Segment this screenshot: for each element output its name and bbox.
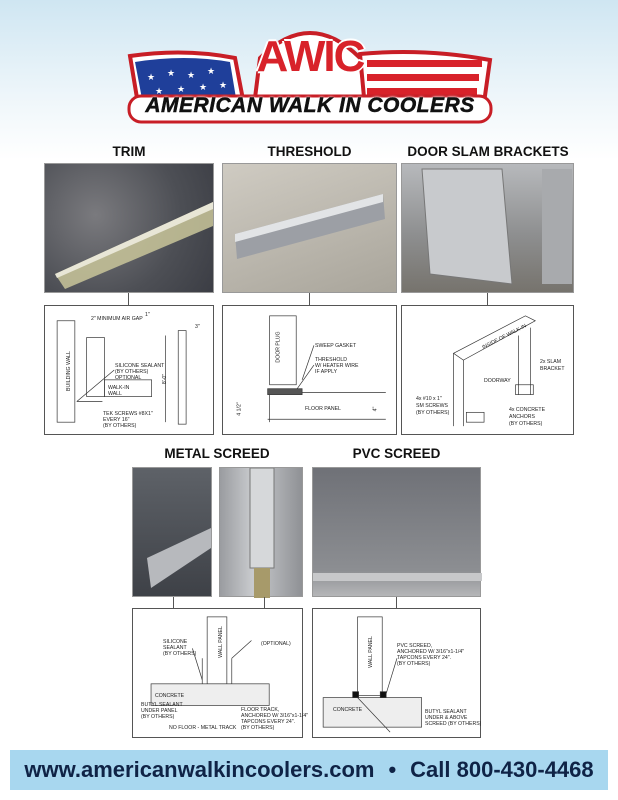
diagram-label: (BY OTHERS) xyxy=(397,661,431,667)
logo-mark: AWIC xyxy=(256,32,364,81)
website-link[interactable]: www.americanwalkincoolers.com xyxy=(24,757,375,782)
diagram-label: ANCHORED W/ 3/16"x1-1/4" xyxy=(397,649,465,655)
diagram-label: BUTYL SEALANT xyxy=(425,709,467,715)
diagram-label: (BY OTHERS) xyxy=(416,410,450,416)
metal-screed-photo-2 xyxy=(219,467,303,597)
diagram-label: FLOOR TRACK, xyxy=(241,707,280,713)
door-slam-diagram xyxy=(401,305,574,435)
separator-dot: • xyxy=(388,757,397,782)
diagram-label: IF APPLY xyxy=(315,369,338,375)
awic-logo xyxy=(125,18,495,126)
diagram-label: SM SCREWS xyxy=(416,403,448,409)
diagram-label: EVERY 16" xyxy=(103,417,130,423)
diagram-label: CONCRETE xyxy=(155,693,185,699)
diagram-label: (BY OTHERS) xyxy=(115,369,149,375)
connector-line xyxy=(396,597,397,608)
connector-line xyxy=(487,293,488,305)
trim-title: TRIM xyxy=(112,144,146,159)
svg-text:★: ★ xyxy=(207,66,216,76)
threshold-diagram xyxy=(222,305,397,435)
diagram-label: NO FLOOR - METAL TRACK xyxy=(169,725,237,731)
diagram-label: BUILDING WALL xyxy=(65,351,72,391)
diagram-label: OPTIONAL xyxy=(115,375,142,381)
diagram-label: TEK SCREWS #8X1" xyxy=(103,411,153,417)
logo-company-name: AMERICAN WALK IN COOLERS xyxy=(145,94,475,117)
connector-line xyxy=(173,597,174,608)
diagram-label: SEALANT xyxy=(163,645,187,651)
metal-screed-photo-1 xyxy=(132,467,212,597)
diagram-label: 4" xyxy=(372,406,379,412)
diagram-label: UNDER & ABOVE xyxy=(425,715,468,721)
svg-text:★: ★ xyxy=(199,82,208,92)
diagram-label: (BY OTHERS) xyxy=(509,421,543,427)
diagram-label: UNDER PANEL xyxy=(141,708,178,714)
diagram-label: TAPCONS EVERY 24". xyxy=(397,655,452,661)
diagram-label: 4 1/2" xyxy=(236,402,243,416)
diagram-label: CONCRETE xyxy=(333,707,363,713)
diagram-label: (BY OTHERS) xyxy=(103,423,137,429)
diagram-label: 1" xyxy=(145,312,150,318)
metal-screed-title: METAL SCREED xyxy=(164,446,270,461)
diagram-label: FLOOR PANEL xyxy=(305,406,341,412)
diagram-label: 8'-0" xyxy=(162,373,169,385)
diagram-label: THRESHOLD xyxy=(315,357,347,363)
trim-diagram xyxy=(44,305,214,435)
svg-text:★: ★ xyxy=(147,72,156,82)
contact-footer xyxy=(10,750,608,790)
svg-text:★: ★ xyxy=(187,70,196,80)
pvc-screed-photo xyxy=(312,467,481,597)
pvc-screed-title: PVC SCREED xyxy=(352,446,441,461)
diagram-label: SWEEP GASKET xyxy=(315,343,357,349)
metal-screed-diagram xyxy=(132,608,309,738)
diagram-label: (OPTIONAL) xyxy=(261,641,291,647)
diagram-label: SILICONE SEALANT xyxy=(115,363,165,369)
diagram-label: 4x CONCRETE xyxy=(509,407,546,413)
diagram-label: WALL PANEL xyxy=(217,626,224,658)
svg-text:★: ★ xyxy=(219,80,228,90)
diagram-label: 3" xyxy=(195,324,200,330)
svg-text:★: ★ xyxy=(177,84,186,94)
diagram-label: ANCHORED W/ 3/16"x1-1/4" xyxy=(241,713,309,719)
trim-photo xyxy=(44,163,214,293)
door-slam-title: DOOR SLAM BRACKETS xyxy=(407,144,569,159)
diagram-label: DOOR PLUG xyxy=(275,331,282,363)
diagram-label: WALK-IN xyxy=(108,385,130,391)
diagram-label: BRACKET xyxy=(540,366,565,372)
diagram-label: 2x SLAM xyxy=(540,359,562,365)
diagram-label: 2" MINIMUM AIR GAP xyxy=(91,316,143,322)
diagram-label: (BY OTHERS) xyxy=(141,714,175,720)
diagram-label: 4x #10 x 1" xyxy=(416,396,442,402)
pvc-screed-diagram xyxy=(312,608,481,738)
diagram-label: WALL xyxy=(108,391,122,397)
diagram-label: TAPCONS EVERY 24". xyxy=(241,719,296,725)
diagram-label: (BY OTHERS) xyxy=(241,725,275,731)
diagram-label: ANCHORS xyxy=(509,414,535,420)
threshold-photo xyxy=(222,163,397,293)
diagram-label: DOORWAY xyxy=(484,378,511,384)
threshold-title: THRESHOLD xyxy=(267,144,352,159)
phone-link[interactable]: Call 800-430-4468 xyxy=(410,757,594,782)
connector-line xyxy=(309,293,310,305)
diagram-label: BUTYL SEALANT xyxy=(141,702,183,708)
diagram-label: SILICONE xyxy=(163,639,188,645)
diagram-label: (BY OTHERS) xyxy=(163,651,197,657)
diagram-label: SCREED (BY OTHERS) xyxy=(425,721,482,727)
door-slam-photo xyxy=(401,163,574,293)
svg-text:★: ★ xyxy=(167,68,176,78)
diagram-label: W/ HEATER WIRE xyxy=(315,363,359,369)
diagram-label: WALL PANEL xyxy=(367,636,374,668)
diagram-label: INSIDE OF WALK-IN xyxy=(481,323,528,351)
connector-line xyxy=(128,293,129,305)
svg-text:★: ★ xyxy=(155,86,164,96)
diagram-label: PVC SCREED, xyxy=(397,643,433,649)
connector-line xyxy=(264,597,265,608)
